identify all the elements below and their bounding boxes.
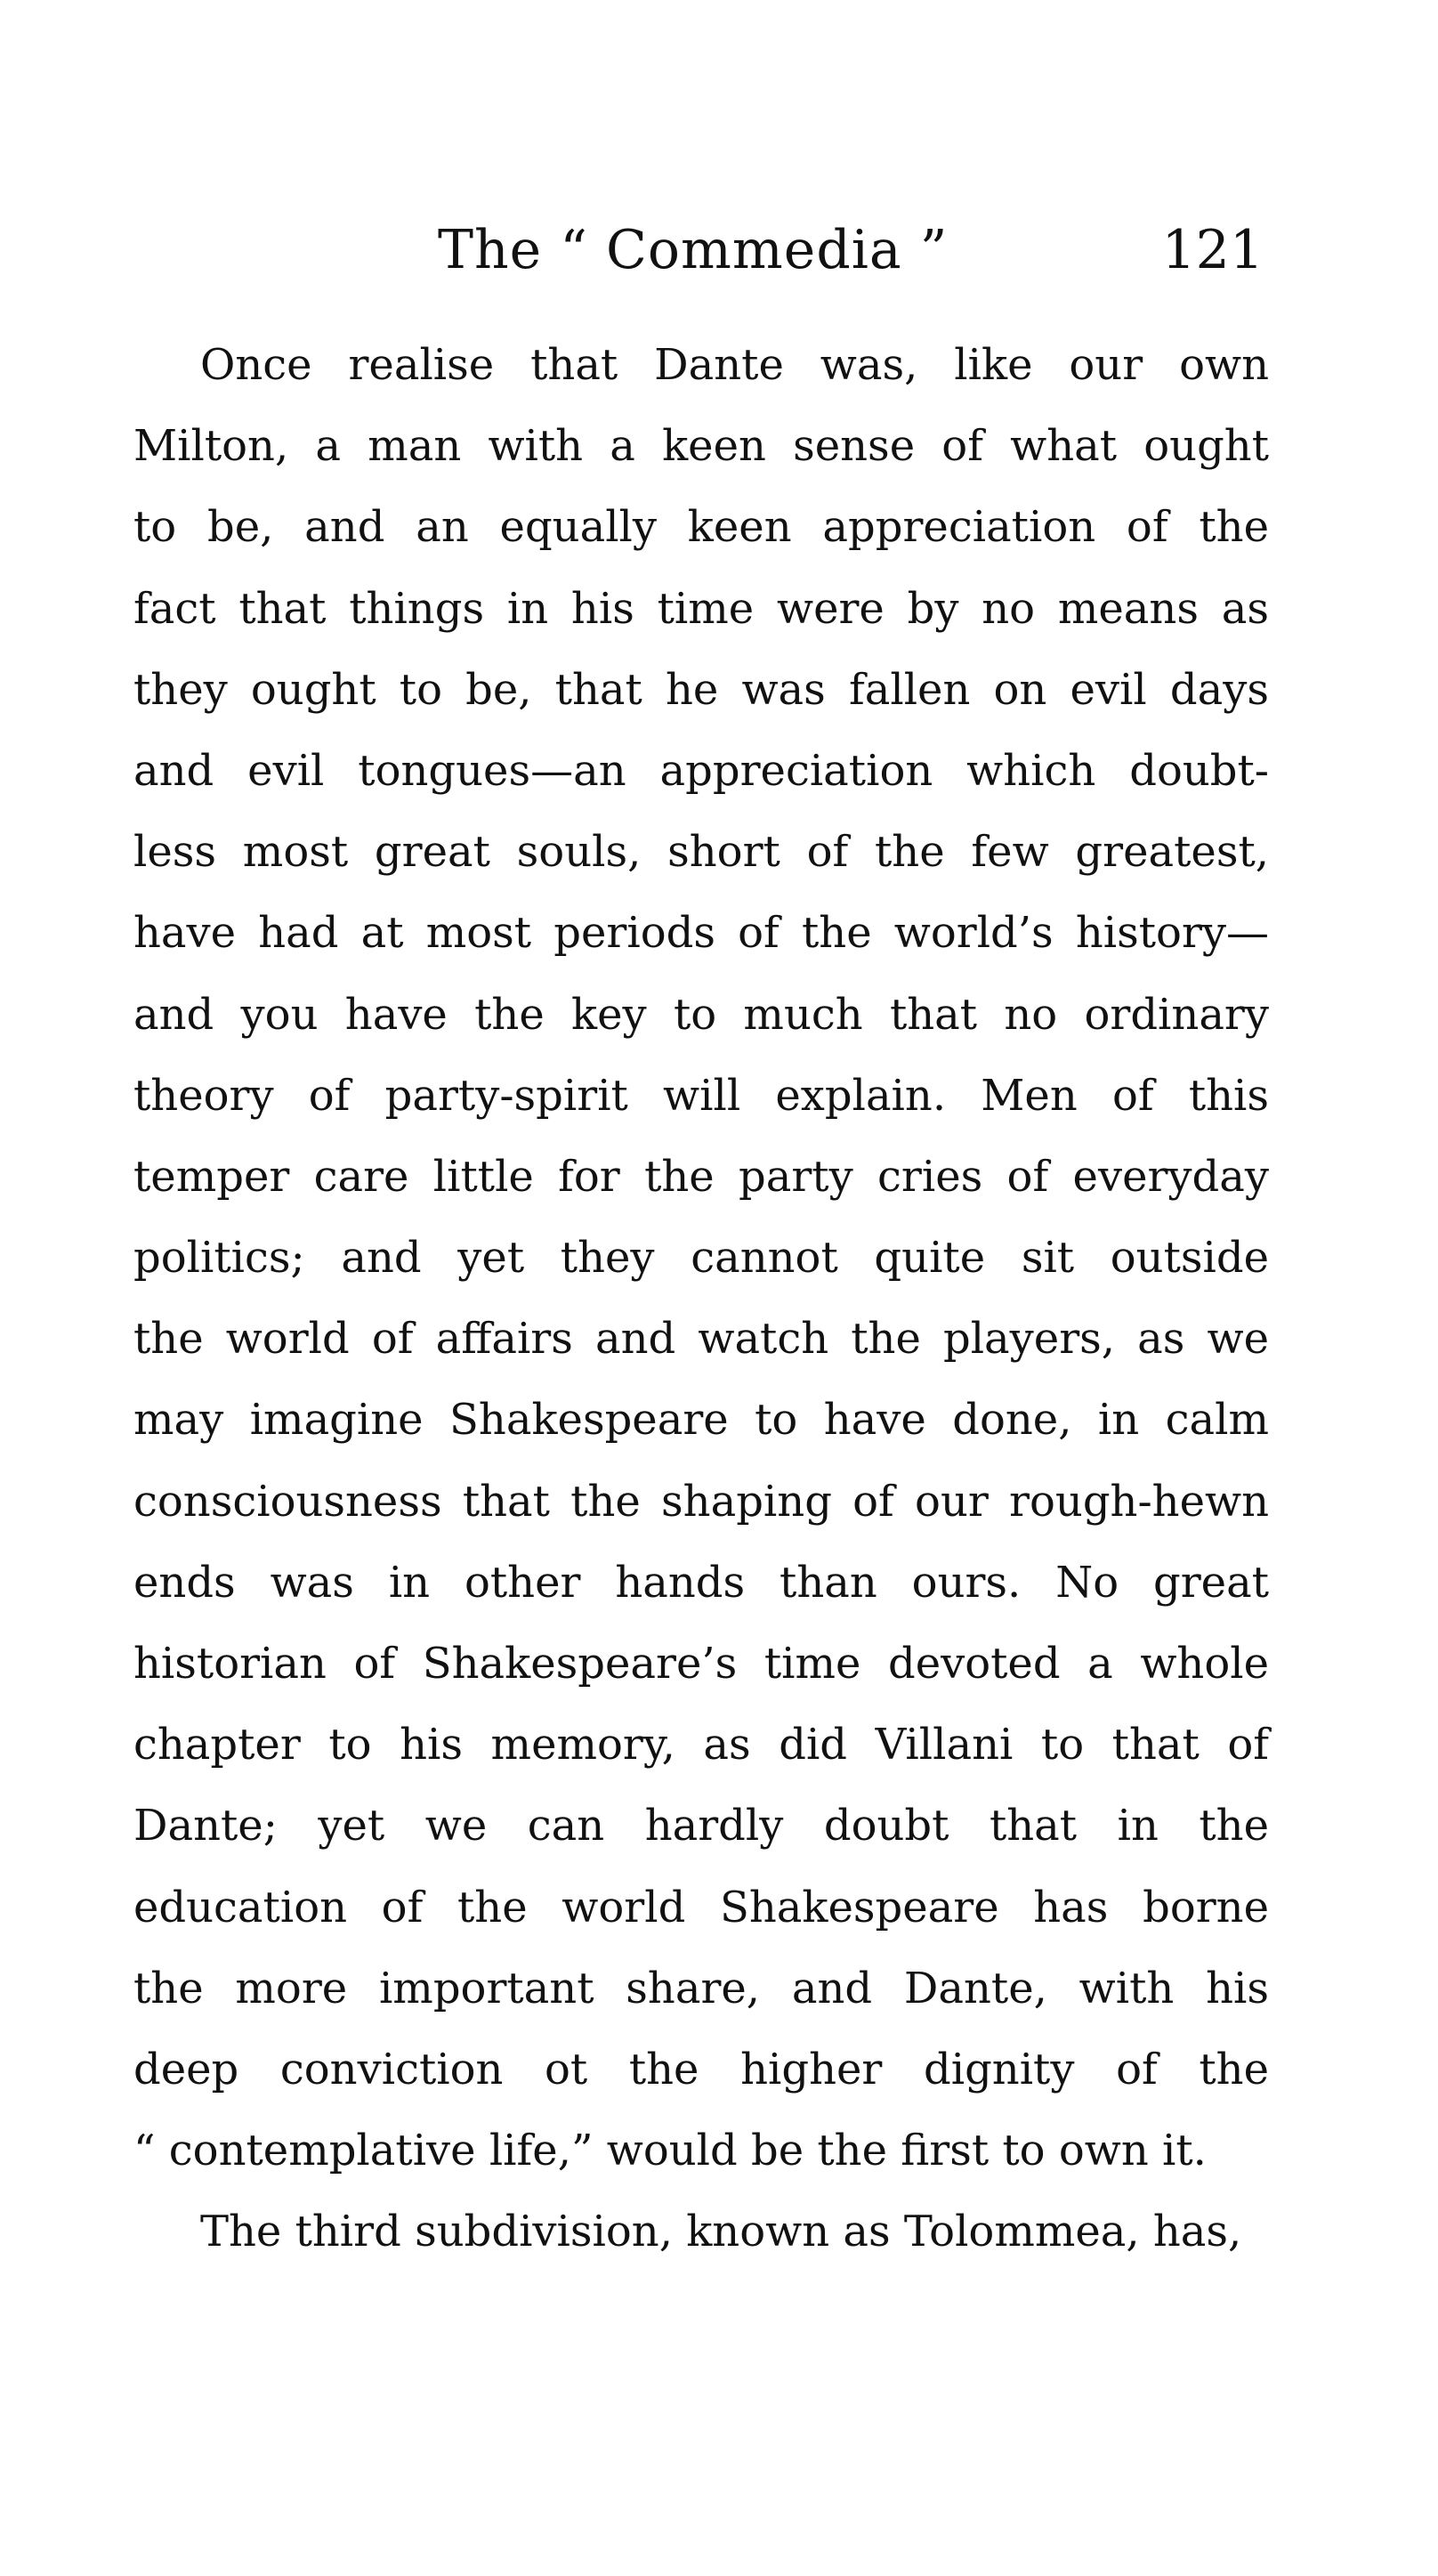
text-line: to be, and an equally keen appreciation of the [133,502,1269,553]
text-line: Once realise that Dante was, like our own [200,340,1269,390]
text-line: less most great souls, short of the few greatest, [133,827,1269,878]
text-line: education of the world Shakespeare has borne [133,1882,1269,1932]
running-head [133,210,1264,290]
text-line: deep conviction ot the higher dignity of the [133,2044,1269,2094]
text-line: Dante; yet we can hardly doubt that in the [133,1801,1269,1851]
text-line: temper care little for the party cries of everyday [133,1151,1269,1202]
running-title: The “ Commedia ” [438,219,949,281]
text-line: politics; and yet they cannot quite sit outside [133,1233,1269,1284]
text-line: fact that things in his time were by no means as [133,583,1269,634]
text-line: Milton, a man with a keen sense of what ought [133,421,1269,472]
text-line: the world of affairs and watch the players, as we [133,1314,1269,1365]
text-line: the more important share, and Dante, with his [133,1963,1269,2013]
text-line: and you have the key to much that no ordinary [133,989,1269,1040]
text-line: “ contemplative life,” would be the first to own it. [133,2126,1207,2176]
text-line: they ought to be, that he was fallen on evil days [133,664,1269,715]
page-number: 121 [1161,219,1264,281]
text-line: theory of party-spirit will explain. Men of this [133,1070,1269,1121]
text-line: ends was in other hands than ours. No great [133,1557,1269,1608]
text-line: may imagine Shakespeare to have done, in calm [133,1395,1269,1446]
text-line: historian of Shakespeare’s time devoted a whole [133,1639,1269,1689]
text-line: consciousness that the shaping of our rough-hewn [133,1476,1269,1527]
text-line: have had at most periods of the world’s history— [133,908,1269,959]
text-line: chapter to his memory, as did Villani to that of [133,1720,1269,1770]
text-line: and evil tongues—an appreciation which doubt- [133,745,1269,796]
body-text [133,325,1269,2273]
text-line: The third subdivision, known as Tolommea, has, [200,2207,1242,2257]
